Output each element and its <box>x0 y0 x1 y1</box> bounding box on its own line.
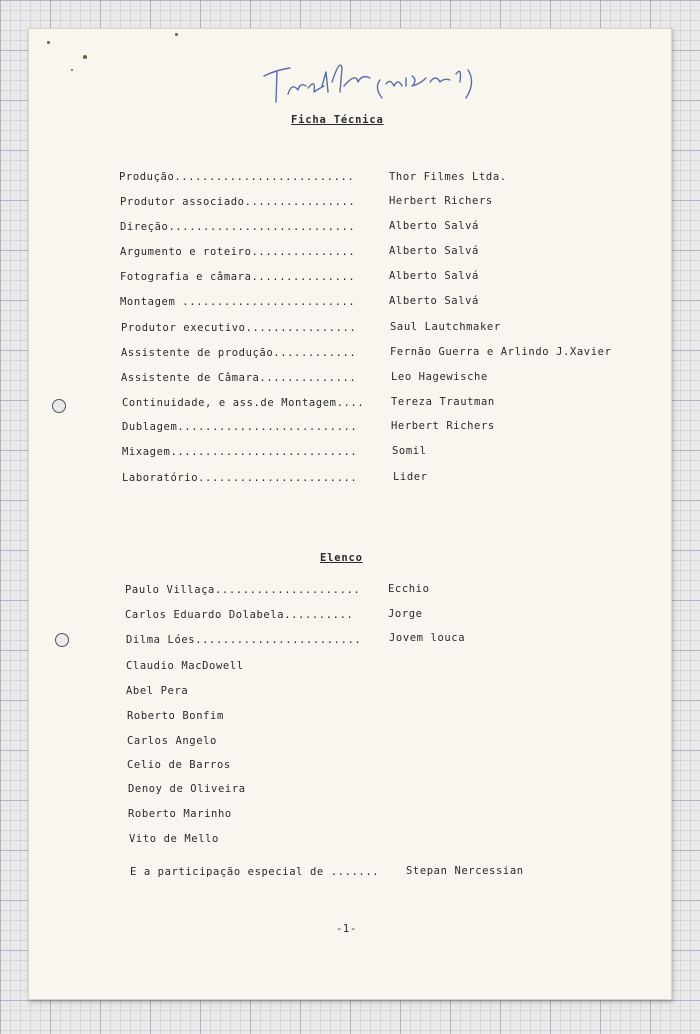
punch-hole <box>55 633 69 647</box>
cast-character: Jovem louca <box>389 632 466 644</box>
credit-role: Assistente de Câmara.............. <box>121 372 357 384</box>
credit-role: Continuidade, e ass.de Montagem.... <box>122 397 365 409</box>
credit-name: Alberto Salvá <box>389 295 479 307</box>
credit-name: Herbert Richers <box>391 420 495 432</box>
credit-role: Mixagem........................... <box>122 446 358 458</box>
paper-speck <box>47 41 50 44</box>
credit-name: Somil <box>392 445 427 457</box>
cast-actor: Roberto Bonfim <box>127 710 224 722</box>
cast-actor: Paulo Villaça..................... <box>125 584 361 596</box>
credit-role: Produtor executivo................ <box>121 322 357 334</box>
credit-name: Alberto Salvá <box>389 270 479 282</box>
credit-role: Assistente de produção............ <box>121 347 357 359</box>
credit-name: Alberto Salvá <box>389 220 479 232</box>
paper-speck <box>83 55 87 59</box>
cast-actor: Denoy de Oliveira <box>128 783 246 795</box>
credit-role: Laboratório....................... <box>122 472 358 484</box>
credit-name: Alberto Salvá <box>389 245 479 257</box>
cast-character: Ecchio <box>388 583 430 595</box>
cast-character: Jorge <box>388 608 423 620</box>
punch-hole <box>52 399 66 413</box>
cast-actor: Dilma Lóes........................ <box>126 634 362 646</box>
handwritten-annotation <box>262 52 522 112</box>
page-title: Ficha Técnica <box>291 114 384 126</box>
credit-role: Produção.......................... <box>119 171 355 183</box>
page-number: -1- <box>336 923 357 935</box>
special-participation-name: Stepan Nercessian <box>406 865 524 877</box>
credit-name: Saul Lautchmaker <box>390 321 501 333</box>
special-participation-label: E a participação especial de ....... <box>130 866 380 878</box>
cast-actor: Carlos Eduardo Dolabela.......... <box>125 609 354 621</box>
cast-actor: Celio de Barros <box>127 759 231 771</box>
credit-name: Herbert Richers <box>389 195 493 207</box>
credit-name: Lider <box>393 471 428 483</box>
cast-actor: Carlos Angelo <box>127 735 217 747</box>
credit-name: Tereza Trautman <box>391 396 495 408</box>
credit-role: Argumento e roteiro............... <box>120 246 356 258</box>
paper-speck <box>71 69 73 71</box>
credit-role: Direção........................... <box>120 221 356 233</box>
credit-role: Montagem ......................... <box>120 296 356 308</box>
cast-actor: Vito de Mello <box>129 833 219 845</box>
cast-heading: Elenco <box>320 552 363 564</box>
credit-role: Fotografia e câmara............... <box>120 271 356 283</box>
credit-name: Thor Filmes Ltda. <box>389 171 507 183</box>
cast-actor: Abel Pera <box>126 685 189 697</box>
credit-role: Produtor associado................ <box>120 196 356 208</box>
credit-role: Dublagem.......................... <box>122 421 358 433</box>
credit-name: Leo Hagewische <box>391 371 488 383</box>
credit-name: Fernão Guerra e Arlindo J.Xavier <box>390 346 612 358</box>
cast-actor: Roberto Marinho <box>128 808 232 820</box>
paper-speck <box>175 33 178 36</box>
cast-actor: Claudio MacDowell <box>126 660 244 672</box>
